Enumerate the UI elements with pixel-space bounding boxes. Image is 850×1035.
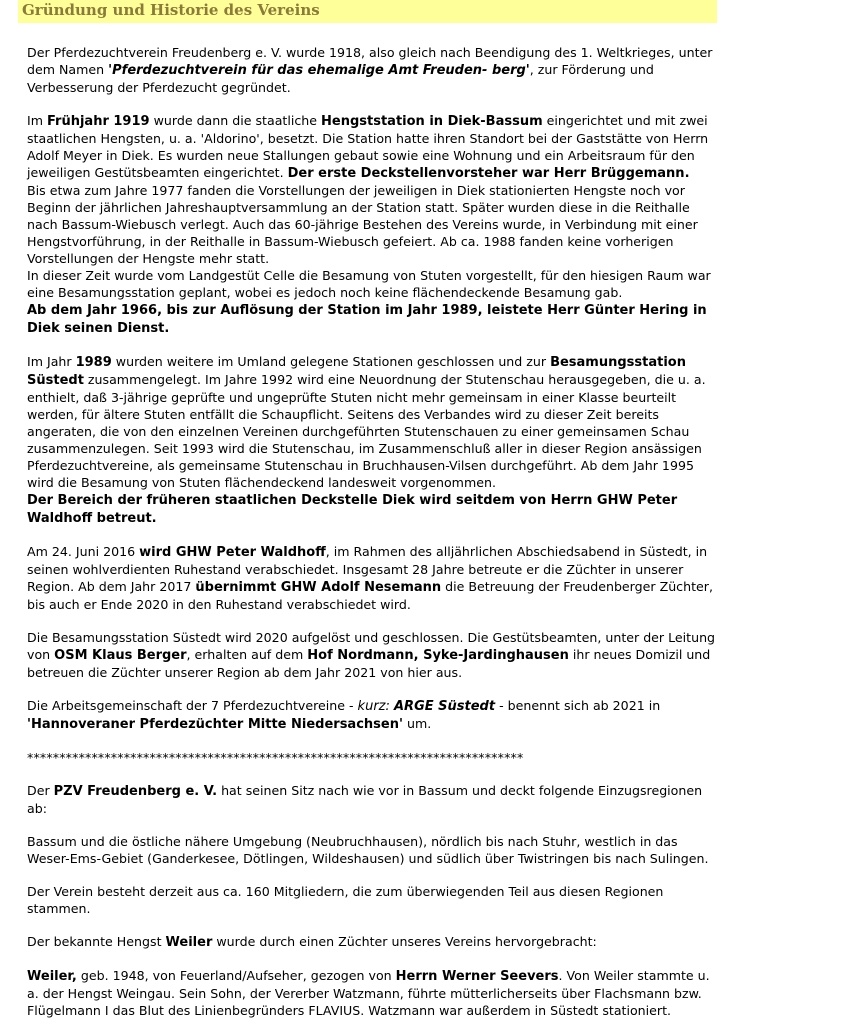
paragraph-mitglieder: Der Verein besteht derzeit aus ca. 160 Mitgliedern, die zum überwiegenden Teil aus diesen Regionen stammen.: [27, 884, 664, 916]
emphasis: 'Hannoveraner Pferdezüchter Mitte Niedersachsen': [27, 717, 403, 732]
text: Bis etwa zum Jahre 1977 fanden die Vorstellungen der jeweiligen in Diek stationierten Hengste noch vor Beginn der jährlichen Jahreshauptversammlung an der Station statt. Später wurden diese in die Reithalle nach Bassum-Wiebusch verlegt. Auch das 60-jährige Bestehen des Vereins wurde, in Verbindung mit einer Hengstvorführung, in der Reithalle in Bassum-Wiebusch gefeiert. Ab ca. 1988 fanden keine vorherigen Vorstellungen der Hengste mehr statt.: [27, 183, 698, 266]
text: wurde durch einen Züchter unseres Vereins hervorgebracht:: [212, 934, 597, 949]
text: wurden weitere im Umland gelegene Stationen geschlossen und zur: [111, 354, 551, 369]
emphasis: Der Bereich der früheren staatlichen Deckstelle Diek wird seitdem von Herrn GHW Peter Waldhoff betreut.: [27, 493, 678, 526]
paragraph-besamungsstation: [27, 353, 717, 527]
emphasis: Der erste Deckstellenvorsteher war Herr Brüggemann.: [287, 166, 690, 181]
text: Die Besamungsstation Süstedt wird 2020 aufgelöst und geschlossen. Die Gestütsbeamten, unter der Leitung von: [27, 630, 716, 662]
text: Der Pferdezuchtverein Freudenberg e. V. wurde 1918, also gleich nach Beendigung des 1. Weltkrieges, unter dem Namen: [27, 45, 713, 77]
text: Der: [27, 783, 54, 798]
emphasis: Frühjahr 1919: [47, 114, 150, 129]
emphasis: Weiler: [165, 935, 213, 950]
text: hat seinen Sitz nach wie vor in Bassum und deckt folgende Einzugsregionen ab:: [27, 783, 703, 816]
page-title: Gründung und Historie des Vereins: [22, 1, 320, 19]
paragraph-founding: [27, 44, 717, 96]
emphasis: übernimmt GHW Adolf Nesemann: [195, 580, 442, 595]
emphasis: OSM Klaus Berger: [54, 648, 187, 663]
emphasis: Weiler,: [27, 969, 77, 984]
emphasis: wird GHW Peter Waldhoff: [139, 545, 326, 560]
text: eingerichtet und mit zwei staatlichen Hengsten, u. a. 'Aldorino', besetzt. Die Station hatte ihren Standort bei der Gaststätte von Herrn Adolf Meyer in Diek. Es wurden neue Stallungen gebaut sowie eine Wohnung und ein Arbeitsraum für den jeweiligen Gestütsbeamten eingerichtet.: [27, 113, 709, 180]
paragraph-arge: [27, 697, 717, 733]
text: Im Jahr: [27, 354, 76, 369]
italic-text: kurz:: [357, 699, 394, 714]
paragraph-aufloesung: [27, 629, 717, 681]
article-body: [27, 44, 717, 1035]
text: die Betreuung der Freudenberger Züchter, bis auch er Ende 2020 in den Ruhestand verabschiedet wird.: [27, 579, 713, 612]
text: Der bekannte Hengst: [27, 934, 166, 949]
text: Die Arbeitsgemeinschaft der 7 Pferdezuchtvereine -: [27, 698, 358, 713]
emphasis: PZV Freudenberg e. V.: [53, 784, 218, 799]
text: Im: [27, 113, 47, 128]
paragraph-ruhestand: [27, 543, 717, 613]
text: - benennt sich ab 2021 in: [495, 698, 661, 713]
text: , zur Förderung und Verbesserung der Pferdezucht gegründet.: [27, 62, 654, 95]
text: , erhalten auf dem: [186, 647, 308, 662]
emphasis: Besamungsstation Süstedt: [27, 355, 686, 388]
emphasis: Herrn Werner Seevers: [395, 969, 559, 984]
text: , im Rahmen des alljährlichen Abschiedsabend in Süstedt, in seinen wohlverdienten Ruhestand verabschiedet. Insgesamt 28 Jahre betreute er die Züchter in unserer Region. Ab dem Jahr 2017: [27, 544, 708, 594]
text: In dieser Zeit wurde vom Landgestüt Celle die Besamung von Stuten vorgestellt, für den hiesigen Raum war eine Besamungsstation geplant, wobei es jedoch noch keine flächendeckende Besamung gab.: [27, 268, 711, 300]
text: zusammengelegt. Im Jahre 1992 wird eine Neuordnung der Stutenschau herausgegeben, die u. a. enthielt, daß 3-jährige geprüfte und ungeprüfte Stuten nicht mehr gemeinsam in einer Klasse beurteilt werden, für ältere Stuten entfällt die Schaupflicht. Seitens des Verbandes wird zu dieser Zeit bereits angeraten, die von den einzelnen Vereinen durchgeführten Stutenschauen zu einer gemeinsamen Schau zusammenzulegen. Seit 1993 wird die Stutenschau, im Zusammenschluß aller in dieser Region ansässigen Pferdezuchtvereine, als gemeinsame Stutenschau in Bruchhausen-Vilsen durchgeführt. Ab dem Jahr 1995 wird die Besamung von Stuten flächendeckend landesweit vorgenommen.: [27, 372, 706, 490]
text: geb. 1948, von Feuerland/Aufseher, gezogen von: [76, 968, 396, 983]
text: . Von Weiler stammte u. a. der Hengst Weingau. Sein Sohn, der Vererber Watzmann, führte mütterlicherseits über Flachsmann bzw. Flügelmann I das Blut des Linienbegründers FLAVIUS. Watzmann war außerdem in Süstedt stationiert.: [27, 968, 710, 1018]
emphasis: Hengststation in Diek-Bassum: [321, 114, 543, 129]
emphasis: Hof Nordmann, Syke-Jardinghausen: [307, 648, 569, 663]
paragraph-sitz: [27, 782, 717, 817]
paragraph-weiler-details: [27, 967, 717, 1019]
text: um.: [402, 716, 432, 731]
text: Am 24. Juni 2016: [27, 544, 140, 559]
star-divider: *****************************************************************************: [27, 750, 524, 765]
emphasis: ARGE Süstedt: [394, 699, 496, 714]
text: wurde dann die staatliche: [149, 113, 322, 128]
heading-bar: [18, 0, 717, 23]
paragraph-hengststation: [27, 112, 717, 337]
text: ihr neues Domizil und betreuen die Züchter unserer Region ab dem Jahr 2021 von hier aus.: [27, 647, 711, 680]
emphasis: 1989: [75, 355, 112, 370]
paragraph-hengst-weiler: [27, 933, 717, 951]
original-name: 'Pferdezuchtverein für das ehemalige Amt Freuden- berg': [108, 63, 530, 78]
emphasis: Ab dem Jahr 1966, bis zur Auflösung der Station im Jahr 1989, leistete Herr Günter Hering in Diek seinen Dienst.: [27, 303, 707, 336]
paragraph-regionen: Bassum und die östliche nähere Umgebung (Neubruchhausen), nördlich bis nach Stuhr, westlich in das Weser-Ems-Gebiet (Ganderkesee, Dötlingen, Wildeshausen) und südlich über Twistringen bis nach Sulingen.: [27, 834, 709, 866]
